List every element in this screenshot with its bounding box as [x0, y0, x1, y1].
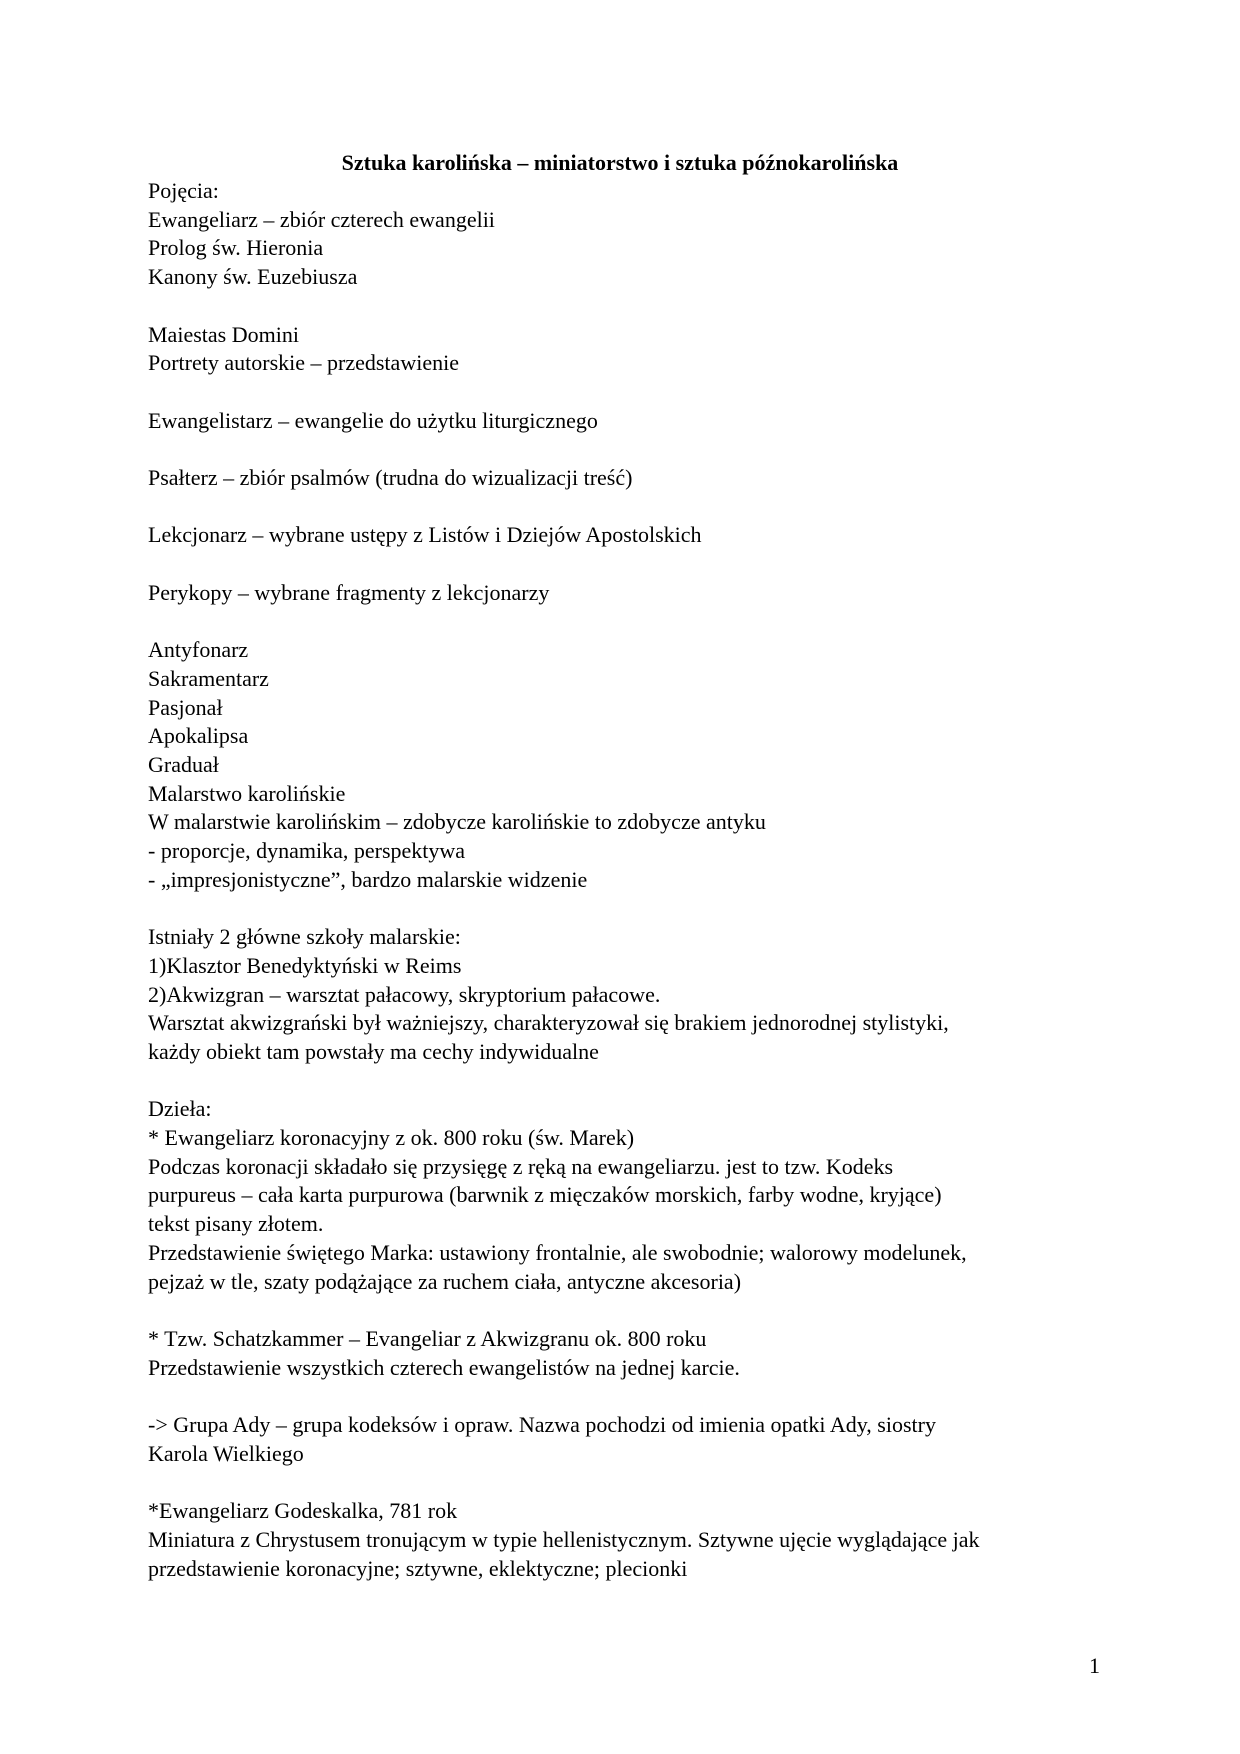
text-line: 2)Akwizgran – warsztat pałacowy, skryptorium pałacowe. [148, 981, 661, 1007]
text-line: Podczas koronacji składało się przysięgę z ręką na ewangeliarzu. jest to tzw. Kodeks [148, 1153, 894, 1179]
text-line: *Ewangeliarz Godeskalka, 781 rok [148, 1498, 458, 1524]
text-line: Kanony św. Euzebiusza [148, 264, 358, 290]
text-line: Maiestas Domini [148, 321, 299, 347]
text-line: - „impresjonistyczne”, bardzo malarskie widzenie [148, 866, 588, 892]
text-line: Lekcjonarz – wybrane ustępy z Listów i Dziejów Apostolskich [148, 522, 702, 548]
text-line: 1)Klasztor Benedyktyński w Reims [148, 952, 462, 978]
page-number: 1 [1089, 1653, 1100, 1678]
text-line: każdy obiekt tam powstały ma cechy indywidualne [148, 1038, 599, 1064]
text-line: Sakramentarz [148, 665, 269, 691]
blank-line [148, 292, 1098, 321]
text-line: Dzieła: [148, 1096, 212, 1122]
text-line: Pasjonał [148, 694, 223, 720]
blank-line [148, 1296, 1098, 1325]
blank-line [148, 550, 1098, 579]
text-line: Graduał [148, 751, 219, 777]
text-line: pejzaż w tle, szaty podążające za ruchem ciała, antyczne akcesoria) [148, 1268, 742, 1294]
text-line: tekst pisany złotem. [148, 1211, 324, 1237]
text-line: Pojęcia: [148, 178, 219, 203]
text-line: - proporcje, dynamika, perspektywa [148, 838, 466, 864]
text-line: Karola Wielkiego [148, 1440, 304, 1466]
blank-line [148, 1382, 1098, 1411]
text-line: Ewangeliarz – zbiór czterech ewangelii [148, 206, 495, 232]
blank-line [148, 493, 1098, 522]
blank-line [148, 607, 1098, 636]
text-line: Warsztat akwizgrański był ważniejszy, charakteryzował się brakiem jednorodnej stylistyki, [148, 1010, 949, 1036]
text-line: Antyfonarz [148, 637, 249, 663]
text-line: Istniały 2 główne szkoły malarskie: [148, 924, 461, 950]
blank-line [148, 435, 1098, 464]
text-line: * Tzw. Schatzkammer – Evangeliar z Akwizgranu ok. 800 roku [148, 1325, 707, 1351]
blank-line [148, 894, 1098, 923]
text-line: Prolog św. Hieronia [148, 235, 324, 261]
text-line: Ewangelistarz – ewangelie do użytku liturgicznego [148, 407, 598, 433]
text-line: Przedstawienie świętego Marka: ustawiony frontalnie, ale swobodnie; walorowy modelunek, [148, 1239, 967, 1265]
text-line: Portrety autorskie – przedstawienie [148, 350, 459, 376]
document-body [148, 177, 1098, 1583]
blank-line [148, 1468, 1098, 1497]
text-line: purpureus – cała karta purpurowa (barwnik z mięczaków morskich, farby wodne, kryjące) [148, 1182, 942, 1208]
text-line: Miniatura z Chrystusem tronującym w typie hellenistycznym. Sztywne ujęcie wyglądające jak [148, 1526, 980, 1552]
text-line: Malarstwo karolińskie [148, 780, 346, 806]
text-line: W malarstwie karolińskim – zdobycze karolińskie to zdobycze antyku [148, 809, 766, 835]
text-line: Psałterz – zbiór psalmów (trudna do wizualizacji treść) [148, 464, 633, 490]
blank-line [148, 378, 1098, 407]
text-line: przedstawienie koronacyjne; sztywne, eklektyczne; plecionki [148, 1555, 688, 1581]
text-line: -> Grupa Ady – grupa kodeksów i opraw. Nazwa pochodzi od imienia opatki Ady, siostry [148, 1412, 936, 1438]
blank-line [148, 1067, 1098, 1096]
text-line: Apokalipsa [148, 723, 249, 749]
text-line: Perykopy – wybrane fragmenty z lekcjonarzy [148, 579, 550, 605]
text-line: * Ewangeliarz koronacyjny z ok. 800 roku (św. Marek) [148, 1125, 635, 1151]
document-title: Sztuka karolińska – miniatorstwo i sztuka późnokarolińska [341, 150, 899, 175]
text-line: Przedstawienie wszystkich czterech ewangelistów na jednej karcie. [148, 1354, 740, 1380]
